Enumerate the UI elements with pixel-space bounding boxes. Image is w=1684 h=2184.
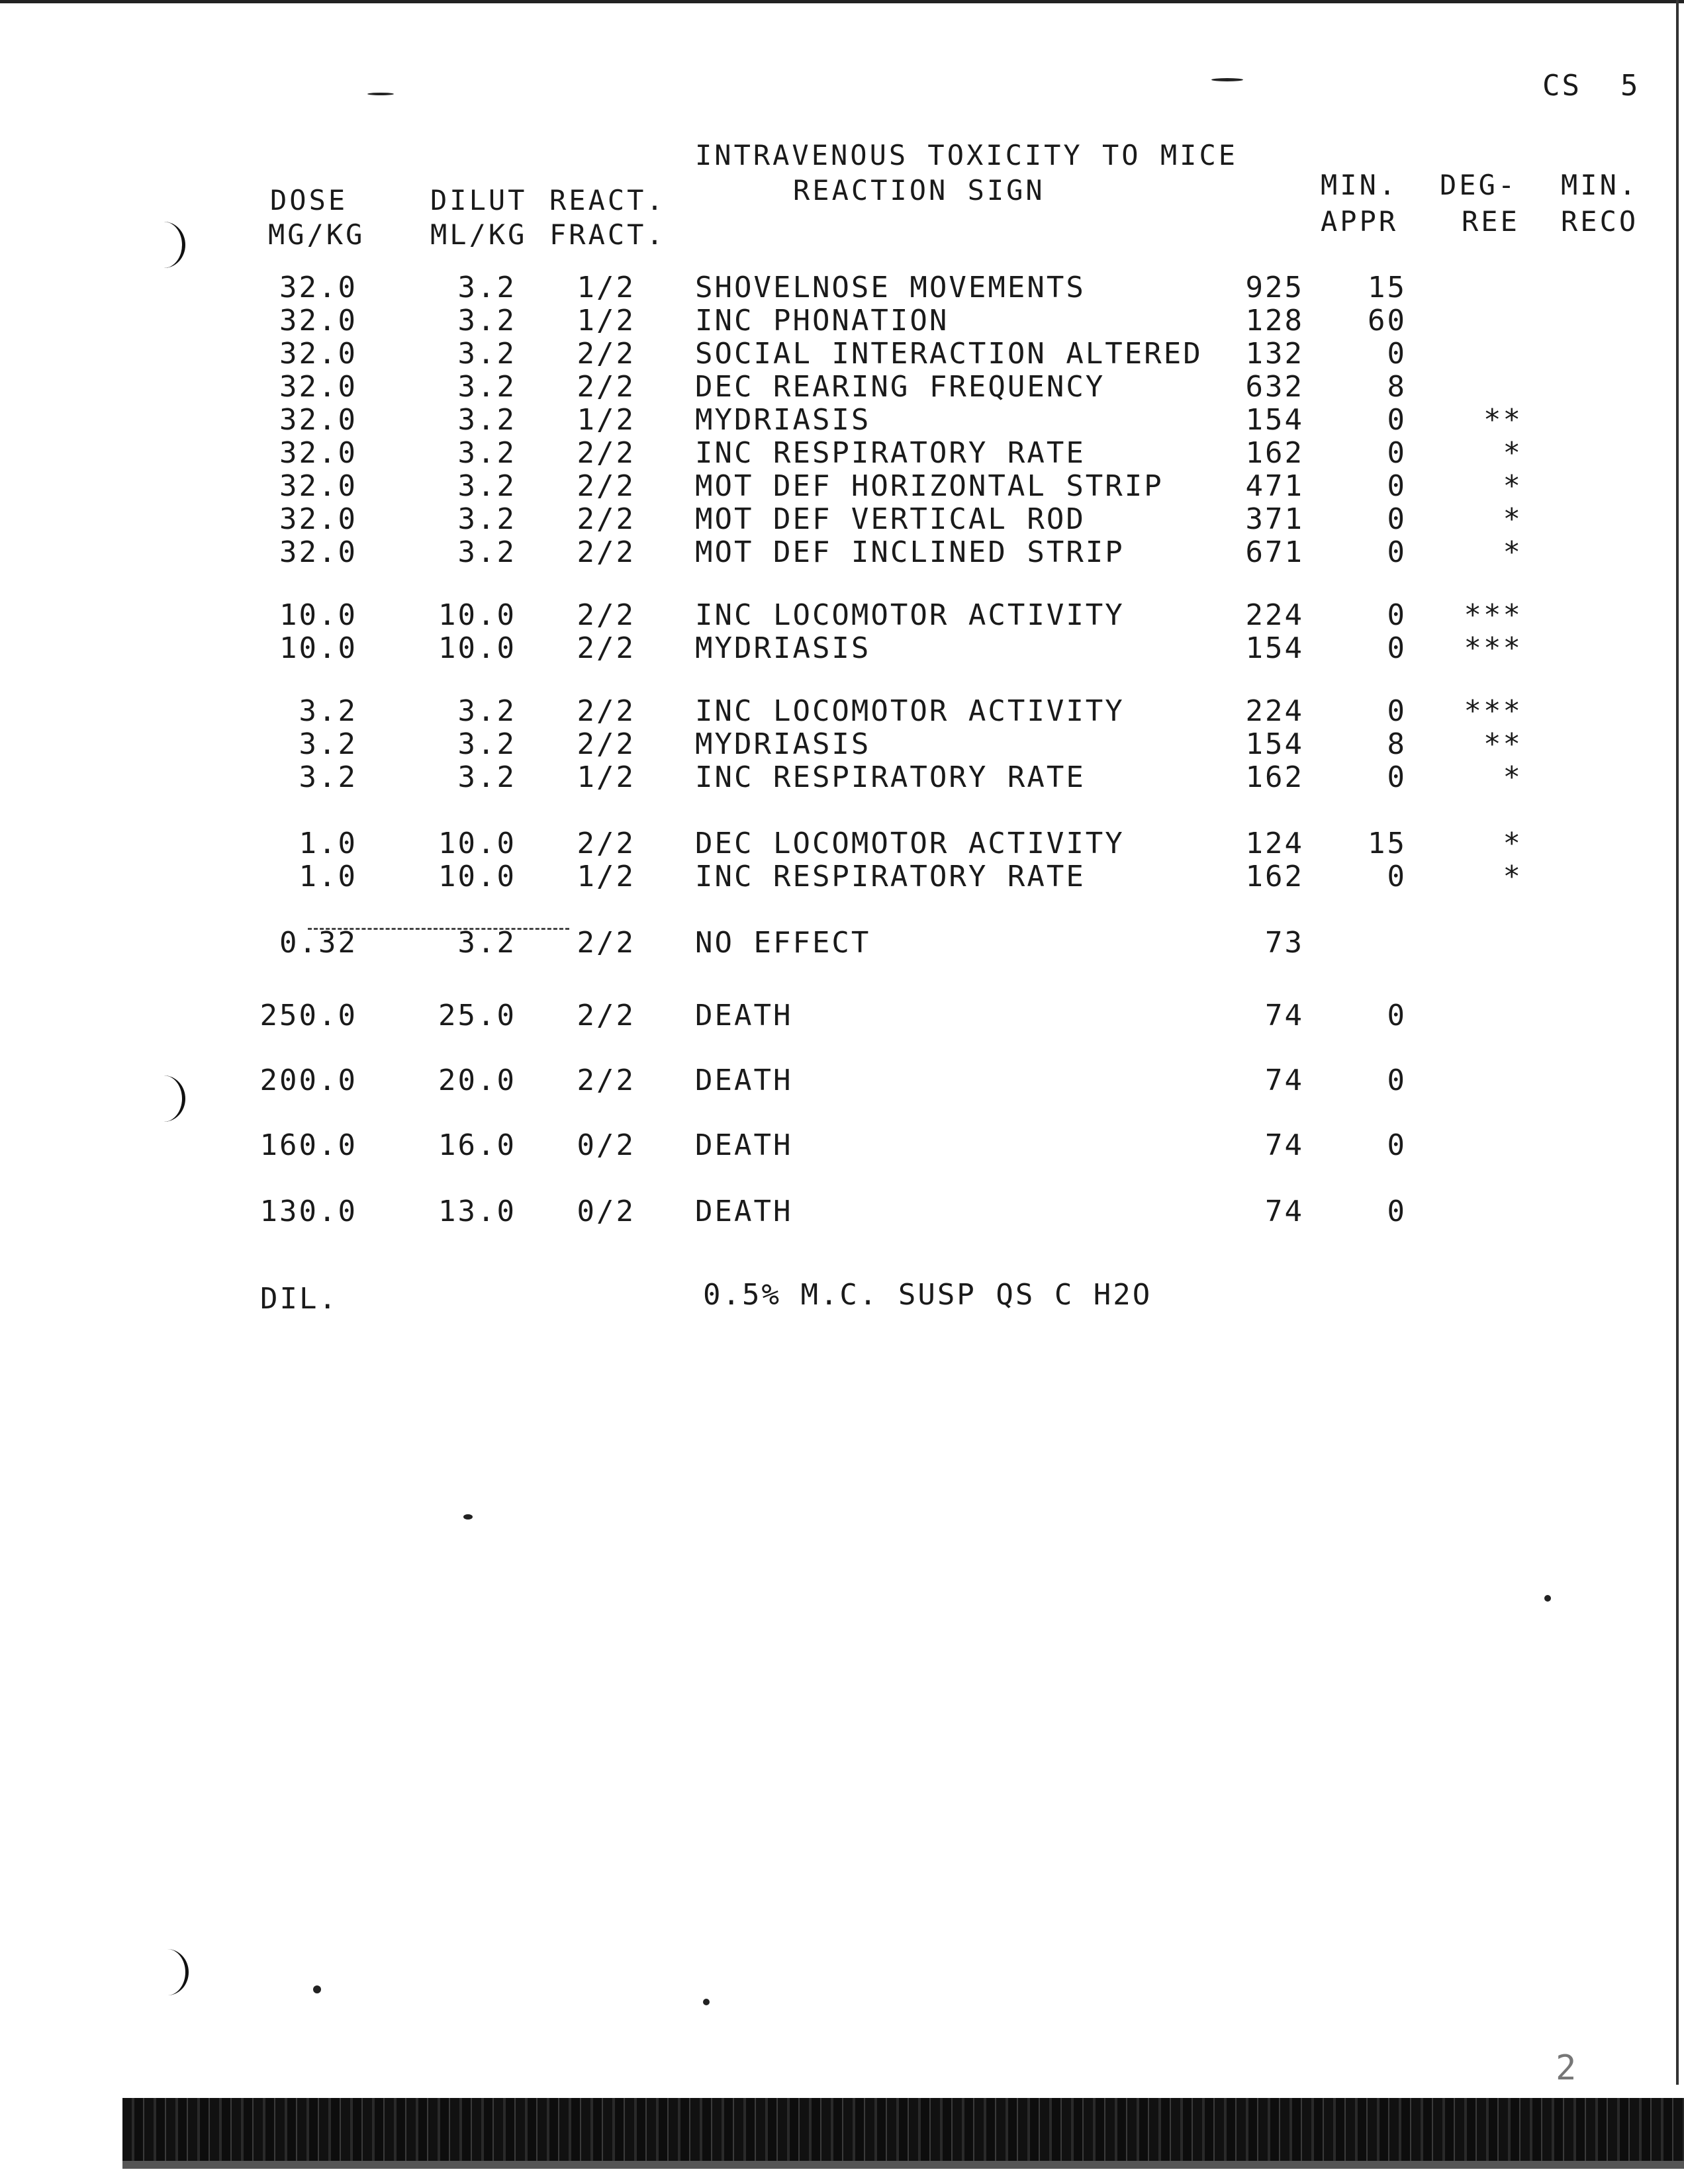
punch-hole-mark — [142, 1075, 185, 1122]
col-header-react-fract: FRACT. — [549, 218, 666, 251]
cell-dose: 200.0 — [259, 1064, 357, 1097]
cell-min-appr: 0 — [1387, 1195, 1407, 1228]
cell-min-appr: 8 — [1387, 727, 1407, 761]
footer-handwritten-mark: 2 — [1556, 2048, 1579, 2088]
col-header-min-appr-2: APPR — [1321, 205, 1399, 238]
cell-degree: * — [1503, 535, 1522, 569]
cell-min-appr: 0 — [1387, 860, 1407, 893]
cell-dilut: 3.2 — [457, 436, 516, 470]
col-header-min-appr: MIN. — [1321, 169, 1399, 201]
cell-sign-code: 74 — [1265, 1064, 1304, 1097]
cell-dose: 130.0 — [259, 1195, 357, 1228]
cell-degree: * — [1503, 860, 1522, 893]
punch-hole-mark — [146, 1949, 189, 1995]
cell-react-fract: 1/2 — [577, 271, 635, 304]
cell-dose: 0.32 — [279, 926, 357, 960]
cell-min-appr: 0 — [1387, 631, 1407, 665]
cell-sign-code: 224 — [1245, 694, 1304, 728]
dashed-separator — [308, 928, 569, 930]
cell-dilut: 3.2 — [457, 337, 516, 371]
cell-min-appr: 0 — [1387, 598, 1407, 632]
cell-dose: 3.2 — [299, 727, 357, 761]
cell-degree: * — [1503, 760, 1522, 794]
cell-reaction-sign: DEC LOCOMOTOR ACTIVITY — [695, 827, 1125, 860]
cell-reaction-sign: MOT DEF VERTICAL ROD — [695, 502, 1086, 536]
cell-reaction-sign: DEATH — [695, 1195, 793, 1228]
col-header-react: REACT. — [549, 184, 666, 216]
cell-degree: * — [1503, 502, 1522, 536]
cell-sign-code: 124 — [1245, 827, 1304, 860]
cell-dilut: 25.0 — [438, 999, 516, 1032]
cell-dilut: 3.2 — [457, 403, 516, 437]
cell-sign-code: 371 — [1245, 502, 1304, 536]
cell-sign-code: 154 — [1245, 727, 1304, 761]
cell-react-fract: 2/2 — [577, 469, 635, 503]
cell-dose: 3.2 — [299, 694, 357, 728]
scan-speck — [1544, 1595, 1551, 1602]
cell-react-fract: 2/2 — [577, 727, 635, 761]
cell-min-appr: 0 — [1387, 337, 1407, 371]
cell-sign-code: 74 — [1265, 1128, 1304, 1162]
cell-degree: *** — [1464, 694, 1522, 728]
cell-dilut: 3.2 — [457, 469, 516, 503]
cell-dose: 32.0 — [279, 370, 357, 404]
cell-react-fract: 2/2 — [577, 337, 635, 371]
cell-degree: ** — [1483, 403, 1522, 437]
cell-dilut: 3.2 — [457, 502, 516, 536]
cell-react-fract: 2/2 — [577, 1064, 635, 1097]
cell-reaction-sign: MYDRIASIS — [695, 631, 871, 665]
cell-sign-code: 224 — [1245, 598, 1304, 632]
cell-dilut: 3.2 — [457, 727, 516, 761]
cell-min-appr: 0 — [1387, 403, 1407, 437]
cell-min-appr: 0 — [1387, 502, 1407, 536]
cell-min-appr: 0 — [1387, 469, 1407, 503]
cell-dilut: 13.0 — [438, 1195, 516, 1228]
cell-react-fract: 0/2 — [577, 1195, 635, 1228]
cell-react-fract: 0/2 — [577, 1128, 635, 1162]
cell-sign-code: 162 — [1245, 860, 1304, 893]
cell-dilut: 10.0 — [438, 631, 516, 665]
cell-min-appr: 0 — [1387, 1128, 1407, 1162]
cell-dose: 10.0 — [279, 631, 357, 665]
cell-dose: 32.0 — [279, 535, 357, 569]
col-header-min-reco: MIN. — [1561, 169, 1639, 201]
cell-min-appr: 0 — [1387, 1064, 1407, 1097]
cell-sign-code: 925 — [1245, 271, 1304, 304]
cell-dose: 250.0 — [259, 999, 357, 1032]
cell-dose: 32.0 — [279, 502, 357, 536]
cell-dose: 32.0 — [279, 469, 357, 503]
cell-dilut: 10.0 — [438, 860, 516, 893]
cell-sign-code: 162 — [1245, 760, 1304, 794]
col-header-dose: DOSE — [270, 184, 348, 216]
document-title: INTRAVENOUS TOXICITY TO MICE — [695, 139, 1239, 171]
cell-reaction-sign: MYDRIASIS — [695, 403, 871, 437]
cell-min-appr: 60 — [1368, 304, 1407, 338]
cell-degree: * — [1503, 436, 1522, 470]
cell-dilut: 3.2 — [457, 271, 516, 304]
cell-dilut: 3.2 — [457, 370, 516, 404]
cell-sign-code: 632 — [1245, 370, 1304, 404]
cell-reaction-sign: NO EFFECT — [695, 926, 871, 960]
cell-min-appr: 0 — [1387, 694, 1407, 728]
cell-react-fract: 1/2 — [577, 403, 635, 437]
cell-degree: * — [1503, 827, 1522, 860]
scan-bottom-band — [122, 2098, 1684, 2161]
cell-sign-code: 132 — [1245, 337, 1304, 371]
cell-react-fract: 2/2 — [577, 999, 635, 1032]
cell-min-appr: 8 — [1387, 370, 1407, 404]
col-header-dilut-unit: ML/KG — [430, 218, 528, 251]
cell-sign-code: 162 — [1245, 436, 1304, 470]
cell-dilut: 3.2 — [457, 694, 516, 728]
punch-hole-mark — [142, 222, 185, 268]
cell-dilut: 3.2 — [457, 926, 516, 960]
col-header-degree-2: REE — [1462, 205, 1520, 238]
diluent-value: 0.5% M.C. SUSP QS C H2O — [703, 1278, 1152, 1312]
cell-reaction-sign: INC LOCOMOTOR ACTIVITY — [695, 598, 1125, 632]
col-header-sign: REACTION SIGN — [793, 174, 1045, 206]
cell-dose: 3.2 — [299, 760, 357, 794]
col-header-dilut: DILUT — [430, 184, 528, 216]
cell-min-appr: 0 — [1387, 436, 1407, 470]
cell-react-fract: 2/2 — [577, 535, 635, 569]
cell-react-fract: 2/2 — [577, 827, 635, 860]
cell-degree: ** — [1483, 727, 1522, 761]
cell-react-fract: 2/2 — [577, 370, 635, 404]
col-header-degree: DEG- — [1440, 169, 1518, 201]
cell-react-fract: 1/2 — [577, 860, 635, 893]
cell-dose: 32.0 — [279, 337, 357, 371]
col-header-min-reco-2: RECO — [1561, 205, 1639, 238]
cell-react-fract: 2/2 — [577, 502, 635, 536]
cell-react-fract: 2/2 — [577, 598, 635, 632]
cell-min-appr: 15 — [1368, 827, 1407, 860]
top-edge-rule — [0, 0, 1684, 3]
cell-react-fract: 2/2 — [577, 631, 635, 665]
cell-dose: 32.0 — [279, 403, 357, 437]
corner-page-mark: CS 5 — [1542, 69, 1640, 103]
cell-dilut: 10.0 — [438, 598, 516, 632]
cell-sign-code: 154 — [1245, 403, 1304, 437]
cell-reaction-sign: DEATH — [695, 1128, 793, 1162]
cell-react-fract: 1/2 — [577, 304, 635, 338]
cell-dose: 32.0 — [279, 436, 357, 470]
diluent-label: DIL. — [260, 1282, 338, 1316]
cell-sign-code: 154 — [1245, 631, 1304, 665]
cell-dose: 32.0 — [279, 304, 357, 338]
cell-dose: 160.0 — [259, 1128, 357, 1162]
cell-sign-code: 128 — [1245, 304, 1304, 338]
scan-speck — [463, 1514, 473, 1520]
cell-reaction-sign: SHOVELNOSE MOVEMENTS — [695, 271, 1086, 304]
cell-dilut: 3.2 — [457, 535, 516, 569]
scan-speck — [313, 1985, 321, 1993]
cell-sign-code: 74 — [1265, 999, 1304, 1032]
cell-degree: *** — [1464, 631, 1522, 665]
cell-react-fract: 2/2 — [577, 436, 635, 470]
cell-degree: *** — [1464, 598, 1522, 632]
cell-reaction-sign: MOT DEF INCLINED STRIP — [695, 535, 1125, 569]
cell-reaction-sign: INC LOCOMOTOR ACTIVITY — [695, 694, 1125, 728]
cell-sign-code: 671 — [1245, 535, 1304, 569]
cell-dilut: 10.0 — [438, 827, 516, 860]
cell-dilut: 16.0 — [438, 1128, 516, 1162]
cell-min-appr: 0 — [1387, 535, 1407, 569]
cell-reaction-sign: SOCIAL INTERACTION ALTERED — [695, 337, 1203, 371]
cell-reaction-sign: MOT DEF HORIZONTAL STRIP — [695, 469, 1164, 503]
scan-speck — [703, 1999, 710, 2005]
cell-reaction-sign: DEATH — [695, 1064, 793, 1097]
cell-reaction-sign: DEATH — [695, 999, 793, 1032]
cell-dilut: 20.0 — [438, 1064, 516, 1097]
scan-speck — [1211, 78, 1243, 81]
cell-dilut: 3.2 — [457, 760, 516, 794]
cell-reaction-sign: INC PHONATION — [695, 304, 949, 338]
cell-min-appr: 15 — [1368, 271, 1407, 304]
cell-reaction-sign: INC RESPIRATORY RATE — [695, 760, 1086, 794]
cell-sign-code: 74 — [1265, 1195, 1304, 1228]
cell-reaction-sign: INC RESPIRATORY RATE — [695, 436, 1086, 470]
right-edge-rule — [1676, 0, 1679, 2085]
cell-dilut: 3.2 — [457, 304, 516, 338]
cell-sign-code: 73 — [1265, 926, 1304, 960]
cell-react-fract: 2/2 — [577, 694, 635, 728]
scan-speck — [367, 93, 394, 95]
cell-react-fract: 2/2 — [577, 926, 635, 960]
cell-reaction-sign: DEC REARING FREQUENCY — [695, 370, 1105, 404]
cell-dose: 32.0 — [279, 271, 357, 304]
cell-sign-code: 471 — [1245, 469, 1304, 503]
col-header-dose-unit: MG/KG — [268, 218, 365, 251]
cell-min-appr: 0 — [1387, 999, 1407, 1032]
cell-dose: 1.0 — [299, 860, 357, 893]
cell-degree: * — [1503, 469, 1522, 503]
cell-reaction-sign: INC RESPIRATORY RATE — [695, 860, 1086, 893]
cell-reaction-sign: MYDRIASIS — [695, 727, 871, 761]
scan-bottom-band-edge — [122, 2161, 1684, 2169]
cell-min-appr: 0 — [1387, 760, 1407, 794]
cell-dose: 10.0 — [279, 598, 357, 632]
cell-react-fract: 1/2 — [577, 760, 635, 794]
cell-dose: 1.0 — [299, 827, 357, 860]
